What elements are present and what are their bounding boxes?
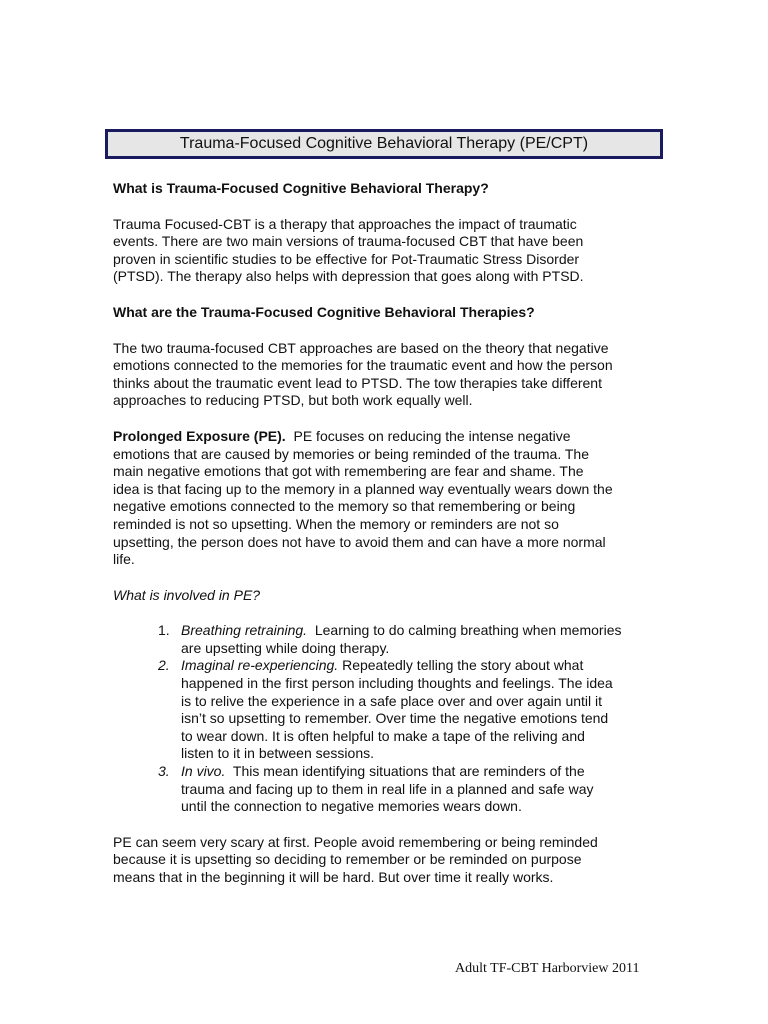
list-item-line: happened in the first person including thoughts and feelings. The idea [181, 675, 613, 692]
paragraph-line [113, 428, 658, 446]
paragraph-line: upsetting, the person does not have to avoid them and can have a more normal [113, 533, 606, 550]
list-number: 3. [158, 763, 170, 780]
involved-heading: What is involved in PE? [113, 586, 261, 603]
paragraph-line: negative emotions connected to the memory so that remembering or being [113, 498, 576, 515]
section1-paragraph [113, 216, 658, 286]
paragraph-line: main negative emotions that got with remembering are fear and shame. The [113, 463, 584, 480]
document-title: Trauma-Focused Cognitive Behavioral Therapy (PE/CPT) [179, 135, 589, 152]
pe-first-line: PE focuses on reducing the intense negative [285, 427, 571, 444]
section2-paragraph [113, 340, 658, 410]
list-item-line: are upsetting while doing therapy. [181, 639, 390, 656]
paragraph-line: (PTSD). The therapy also helps with depression that goes along with PTSD. [113, 268, 584, 285]
page-footer: Adult TF-CBT Harborview 2011 [455, 961, 640, 976]
paragraph-line: reminded is not so upsetting. When the memory or reminders are not so [113, 515, 559, 532]
paragraph-line: emotions connected to the memories for the traumatic event and how the person [113, 357, 613, 374]
list-item-line: trauma and facing up to them in real life in a planned and safe way [181, 780, 594, 797]
list-item-line: is to relive the experience in a safe place over and over again until it [181, 692, 603, 709]
list-item-label: Imaginal re-experiencing. [181, 657, 339, 674]
list-item [113, 763, 658, 816]
document-body [113, 180, 658, 887]
list-item-line: isn’t so upsetting to remember. Over time the negative emotions tend [181, 710, 609, 727]
paragraph-line: approaches to reducing PTSD, but both work equally well. [113, 392, 473, 409]
paragraph-line: events. There are two main versions of trauma-focused CBT that have been [113, 233, 584, 250]
paragraph-line: thinks about the traumatic event lead to PTSD. The tow therapies take different [113, 374, 602, 391]
paragraph-line: The two trauma-focused CBT approaches are based on the theory that negative [113, 339, 609, 356]
paragraph-line: life. [113, 551, 135, 568]
document-title-box [105, 129, 663, 159]
paragraph-line: means that in the beginning it will be hard. But over time it really works. [113, 869, 554, 885]
paragraph-line: proven in scientific studies to be effective for Pot-Traumatic Stress Disorder [113, 250, 580, 267]
pe-label: Prolonged Exposure (PE). [113, 427, 286, 444]
list-item-text: Learning to do calming breathing when memories [307, 622, 622, 639]
list-item-text: This mean identifying situations that are reminders of the [225, 763, 585, 780]
list-item-text: Repeatedly telling the story about what [338, 657, 584, 674]
paragraph-line: PE can seem very scary at first. People avoid remembering or being reminded [113, 833, 598, 850]
paragraph-line: idea is that facing up to the memory in a planned way eventually wears down the [113, 480, 613, 497]
list-item [113, 657, 658, 763]
list-number: 1. [158, 622, 170, 639]
pe-steps-list [113, 622, 658, 816]
paragraph-line: Trauma Focused-CBT is a therapy that approaches the impact of traumatic [113, 215, 577, 232]
pe-paragraph [113, 428, 658, 569]
list-item-line: until the connection to negative memories wears down. [181, 798, 522, 815]
section1-heading: What is Trauma-Focused Cognitive Behavioral Therapy? [113, 180, 489, 196]
closing-paragraph [113, 834, 658, 887]
list-item [113, 622, 658, 657]
list-item-label: Breathing retraining. [181, 622, 308, 639]
list-item-line: listen to it in between sessions. [181, 745, 374, 762]
list-number: 2. [158, 657, 170, 674]
list-item-line: to wear down. It is often helpful to make a tape of the reliving and [181, 727, 585, 744]
section2-heading: What are the Trauma-Focused Cognitive Behavioral Therapies? [113, 303, 535, 320]
paragraph-line: emotions that are caused by memories or being reminded of the trauma. The [113, 445, 589, 462]
paragraph-line: because it is upsetting so deciding to remember or be reminded on purpose [113, 851, 582, 868]
list-item-label: In vivo. [181, 763, 226, 780]
